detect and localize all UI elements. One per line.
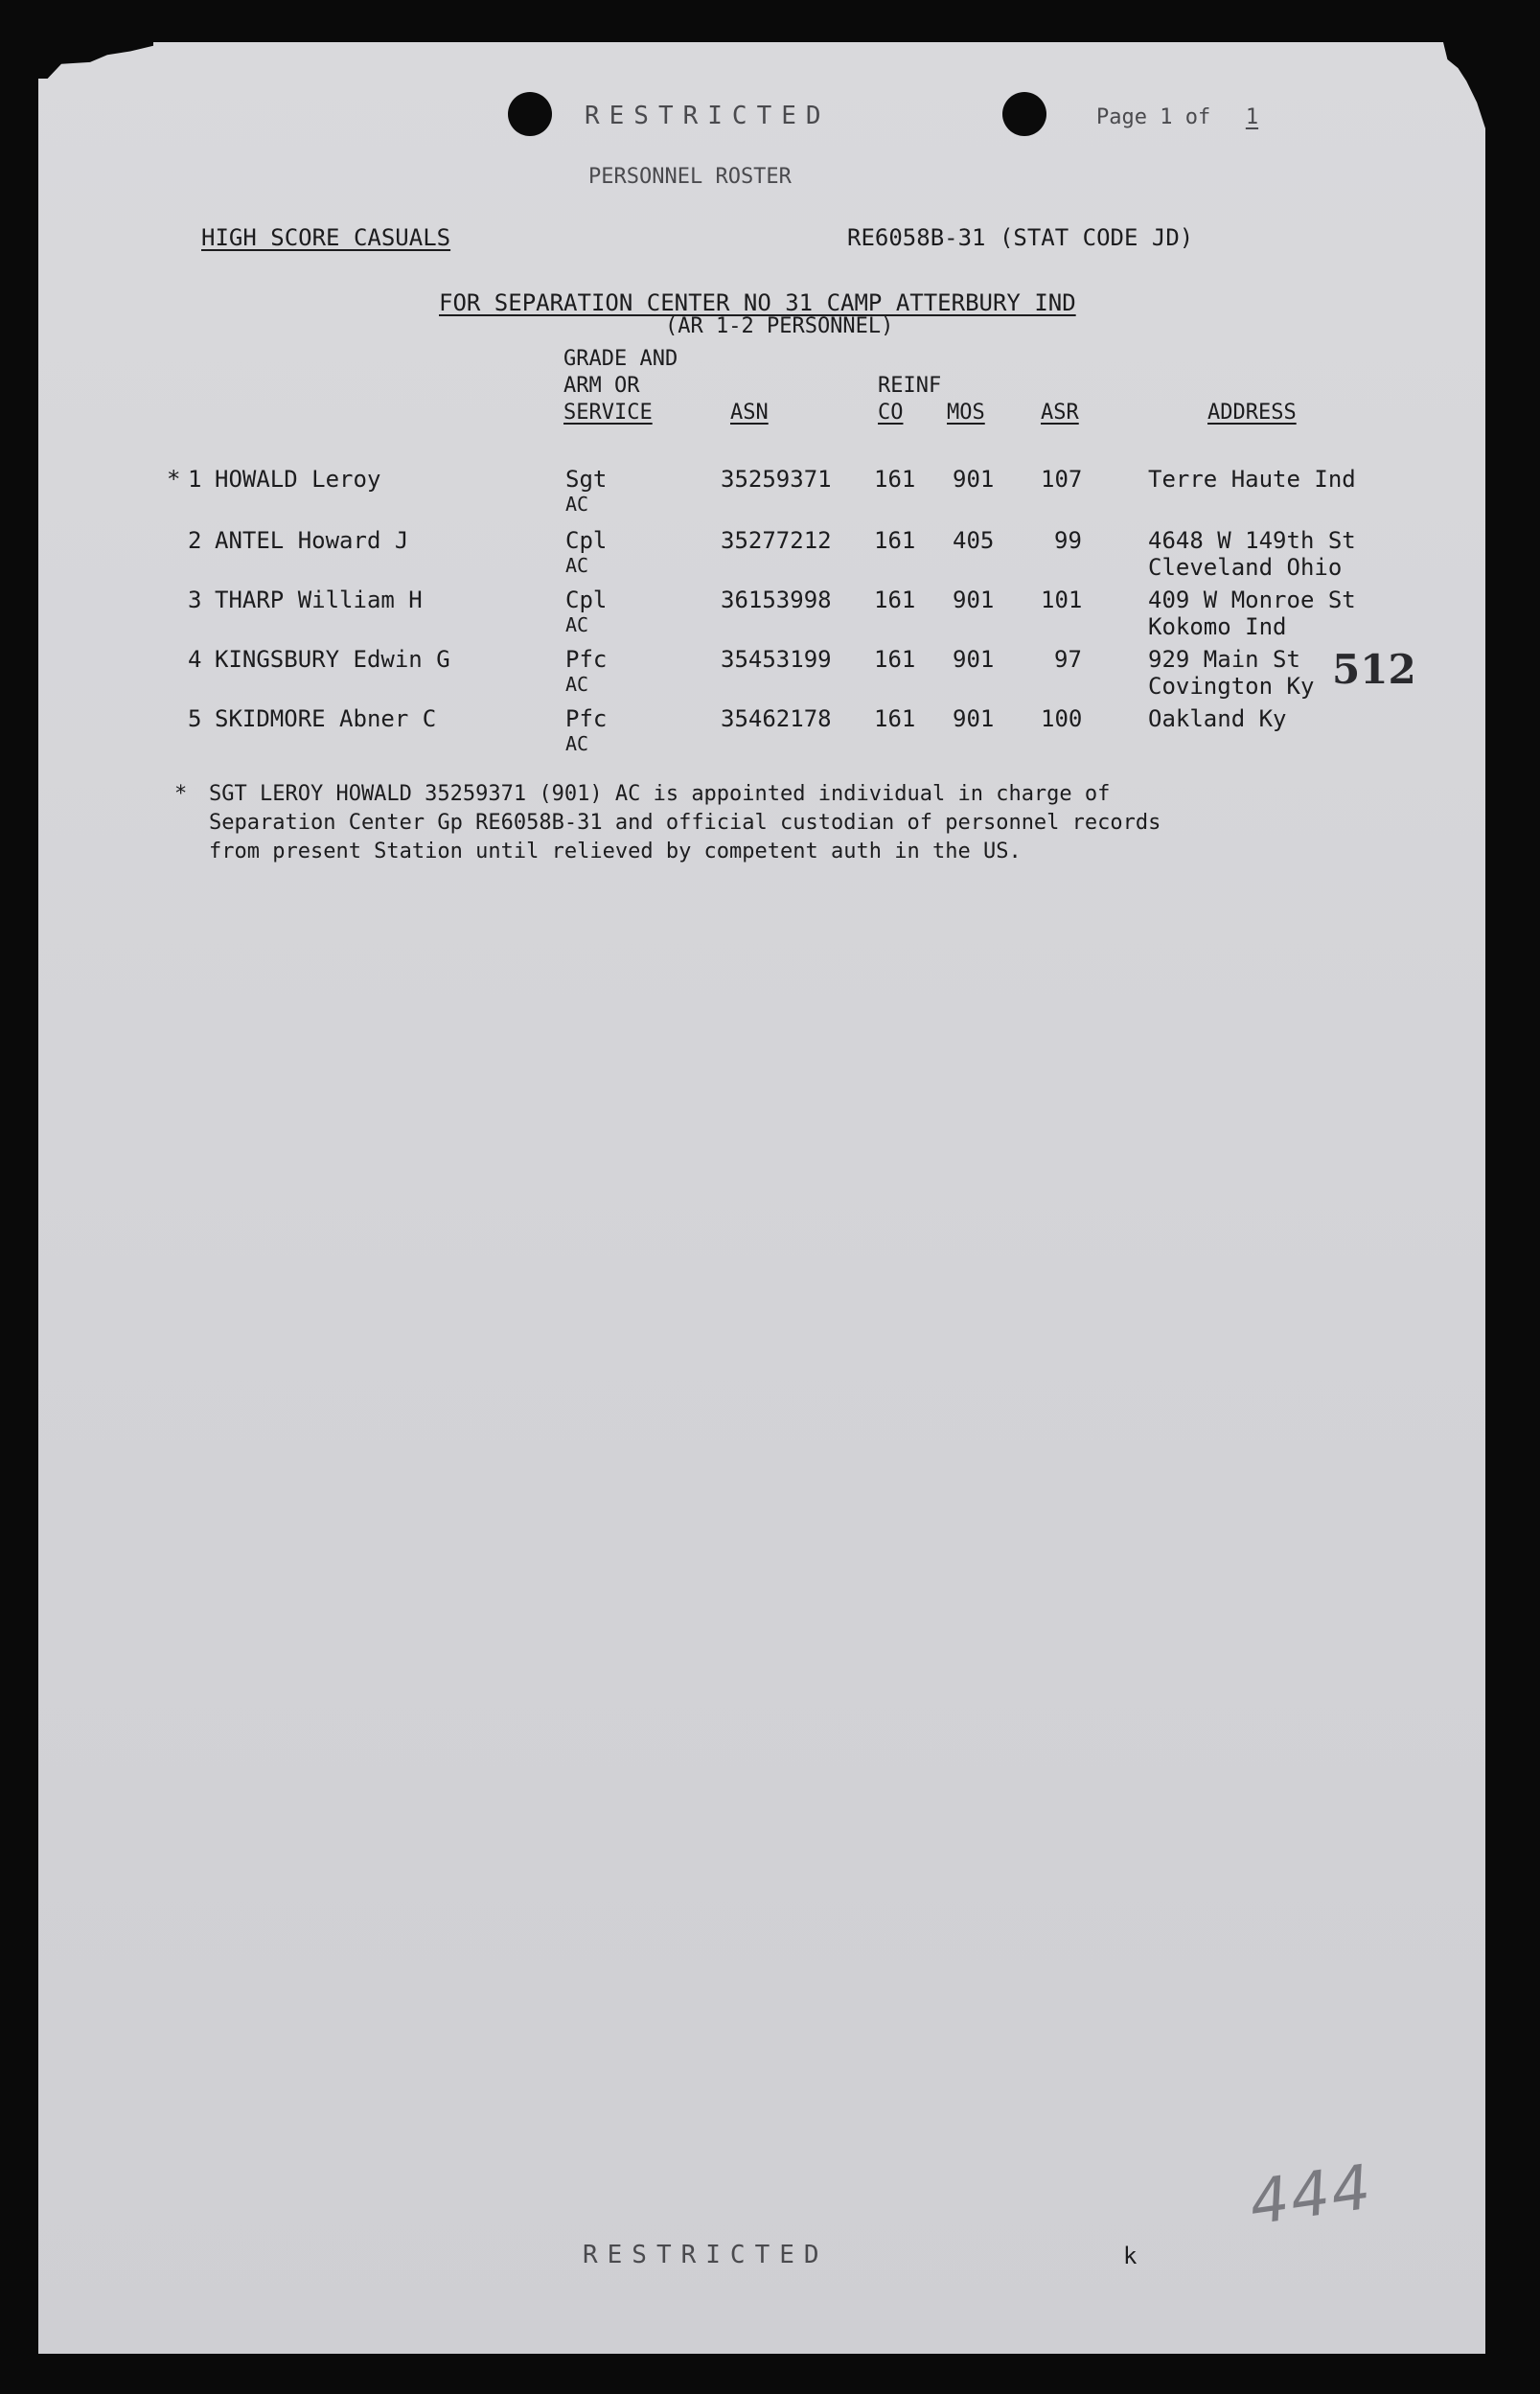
- row-number: 3: [188, 587, 202, 613]
- table-row: [38, 527, 1485, 585]
- row-co: 161: [874, 527, 916, 554]
- row-co: 161: [874, 587, 916, 613]
- row-mos: 405: [953, 527, 995, 554]
- row-name: ANTEL Howard J: [215, 527, 409, 554]
- row-name: THARP William H: [215, 587, 423, 613]
- unit-name: HIGH SCORE CASUALS: [201, 224, 451, 251]
- row-asr: 101: [1041, 587, 1083, 613]
- col-address: ADDRESS: [1207, 401, 1297, 425]
- row-grade: Cpl: [565, 587, 608, 613]
- row-arm: AC: [565, 732, 589, 755]
- row-grade: Pfc: [565, 705, 608, 732]
- row-mos: 901: [953, 705, 995, 732]
- destination-line: FOR SEPARATION CENTER NO 31 CAMP ATTERBURY IND: [439, 289, 1076, 316]
- row-arm: AC: [565, 554, 589, 577]
- row-arm: AC: [565, 673, 589, 696]
- document-page: [38, 42, 1485, 2354]
- row-address-line1: 4648 W 149th St: [1148, 527, 1356, 554]
- row-arm: AC: [565, 493, 589, 516]
- punch-hole: [508, 92, 552, 136]
- row-name: SKIDMORE Abner C: [215, 705, 437, 732]
- col-mos: MOS: [947, 401, 985, 425]
- row-number: 5: [188, 705, 202, 732]
- typist-initial: k: [1123, 2243, 1138, 2269]
- authority-line: (AR 1-2 PERSONNEL): [665, 314, 894, 338]
- handwritten-number: 444: [1245, 2152, 1377, 2240]
- page-total: 1: [1245, 105, 1259, 129]
- row-asr: 97: [1054, 646, 1082, 673]
- footnote-mark: *: [174, 782, 188, 806]
- row-number: 4: [188, 646, 202, 673]
- col-grade-line3: SERVICE: [563, 401, 653, 425]
- row-asn: 36153998: [721, 587, 832, 613]
- footnote-line3: from present Station until relieved by competent auth in the US.: [209, 840, 1022, 863]
- col-grade-line2: ARM OR: [563, 374, 640, 398]
- row-address-line1: Terre Haute Ind: [1148, 466, 1356, 493]
- row-asn: 35453199: [721, 646, 832, 673]
- row-address-line2: Kokomo Ind: [1148, 613, 1287, 640]
- page-label-text: Page 1 of: [1096, 105, 1211, 129]
- row-mos: 901: [953, 646, 995, 673]
- row-mos: 901: [953, 587, 995, 613]
- table-row: [38, 587, 1485, 644]
- row-name: KINGSBURY Edwin G: [215, 646, 450, 673]
- row-asn: 35277212: [721, 527, 832, 554]
- table-row: [38, 466, 1485, 523]
- row-grade: Cpl: [565, 527, 608, 554]
- roster-subtitle: PERSONNEL ROSTER: [588, 165, 792, 189]
- row-asr: 107: [1041, 466, 1083, 493]
- col-asr: ASR: [1041, 401, 1079, 425]
- footer-classification: RESTRICTED: [583, 2241, 829, 2269]
- stamped-number: 512: [1332, 646, 1416, 693]
- row-co: 161: [874, 705, 916, 732]
- row-co: 161: [874, 466, 916, 493]
- col-asn: ASN: [730, 401, 769, 425]
- table-row: [38, 646, 1485, 703]
- row-address-line1: 409 W Monroe St: [1148, 587, 1356, 613]
- row-number: 2: [188, 527, 202, 554]
- row-address-line1: Oakland Ky: [1148, 705, 1287, 732]
- col-grade-line1: GRADE AND: [563, 347, 678, 371]
- row-name: HOWALD Leroy: [215, 466, 381, 493]
- row-asr: 100: [1041, 705, 1083, 732]
- footnote-line1: SGT LEROY HOWALD 35259371 (901) AC is appointed individual in charge of: [209, 782, 1111, 806]
- row-arm: AC: [565, 613, 589, 636]
- header-classification: RESTRICTED: [585, 102, 831, 130]
- row-mark: *: [167, 466, 181, 493]
- page-label: [1096, 105, 1280, 129]
- torn-corner: [1443, 42, 1485, 128]
- row-address-line2: Covington Ky: [1148, 673, 1315, 700]
- row-address-line2: Cleveland Ohio: [1148, 554, 1343, 581]
- punch-hole: [1002, 92, 1046, 136]
- row-grade: Sgt: [565, 466, 608, 493]
- row-grade: Pfc: [565, 646, 608, 673]
- col-reinf: REINF: [878, 374, 942, 398]
- row-asn: 35259371: [721, 466, 832, 493]
- row-number: 1: [188, 466, 202, 493]
- footnote-line2: Separation Center Gp RE6058B-31 and official custodian of personnel records: [209, 811, 1161, 835]
- torn-corner: [38, 42, 153, 79]
- row-asn: 35462178: [721, 705, 832, 732]
- row-address-line1: 929 Main St: [1148, 646, 1300, 673]
- table-row: [38, 705, 1485, 763]
- row-co: 161: [874, 646, 916, 673]
- shipment-code: RE6058B-31 (STAT CODE JD): [847, 224, 1194, 251]
- row-mos: 901: [953, 466, 995, 493]
- col-co: CO: [878, 401, 904, 425]
- row-asr: 99: [1054, 527, 1082, 554]
